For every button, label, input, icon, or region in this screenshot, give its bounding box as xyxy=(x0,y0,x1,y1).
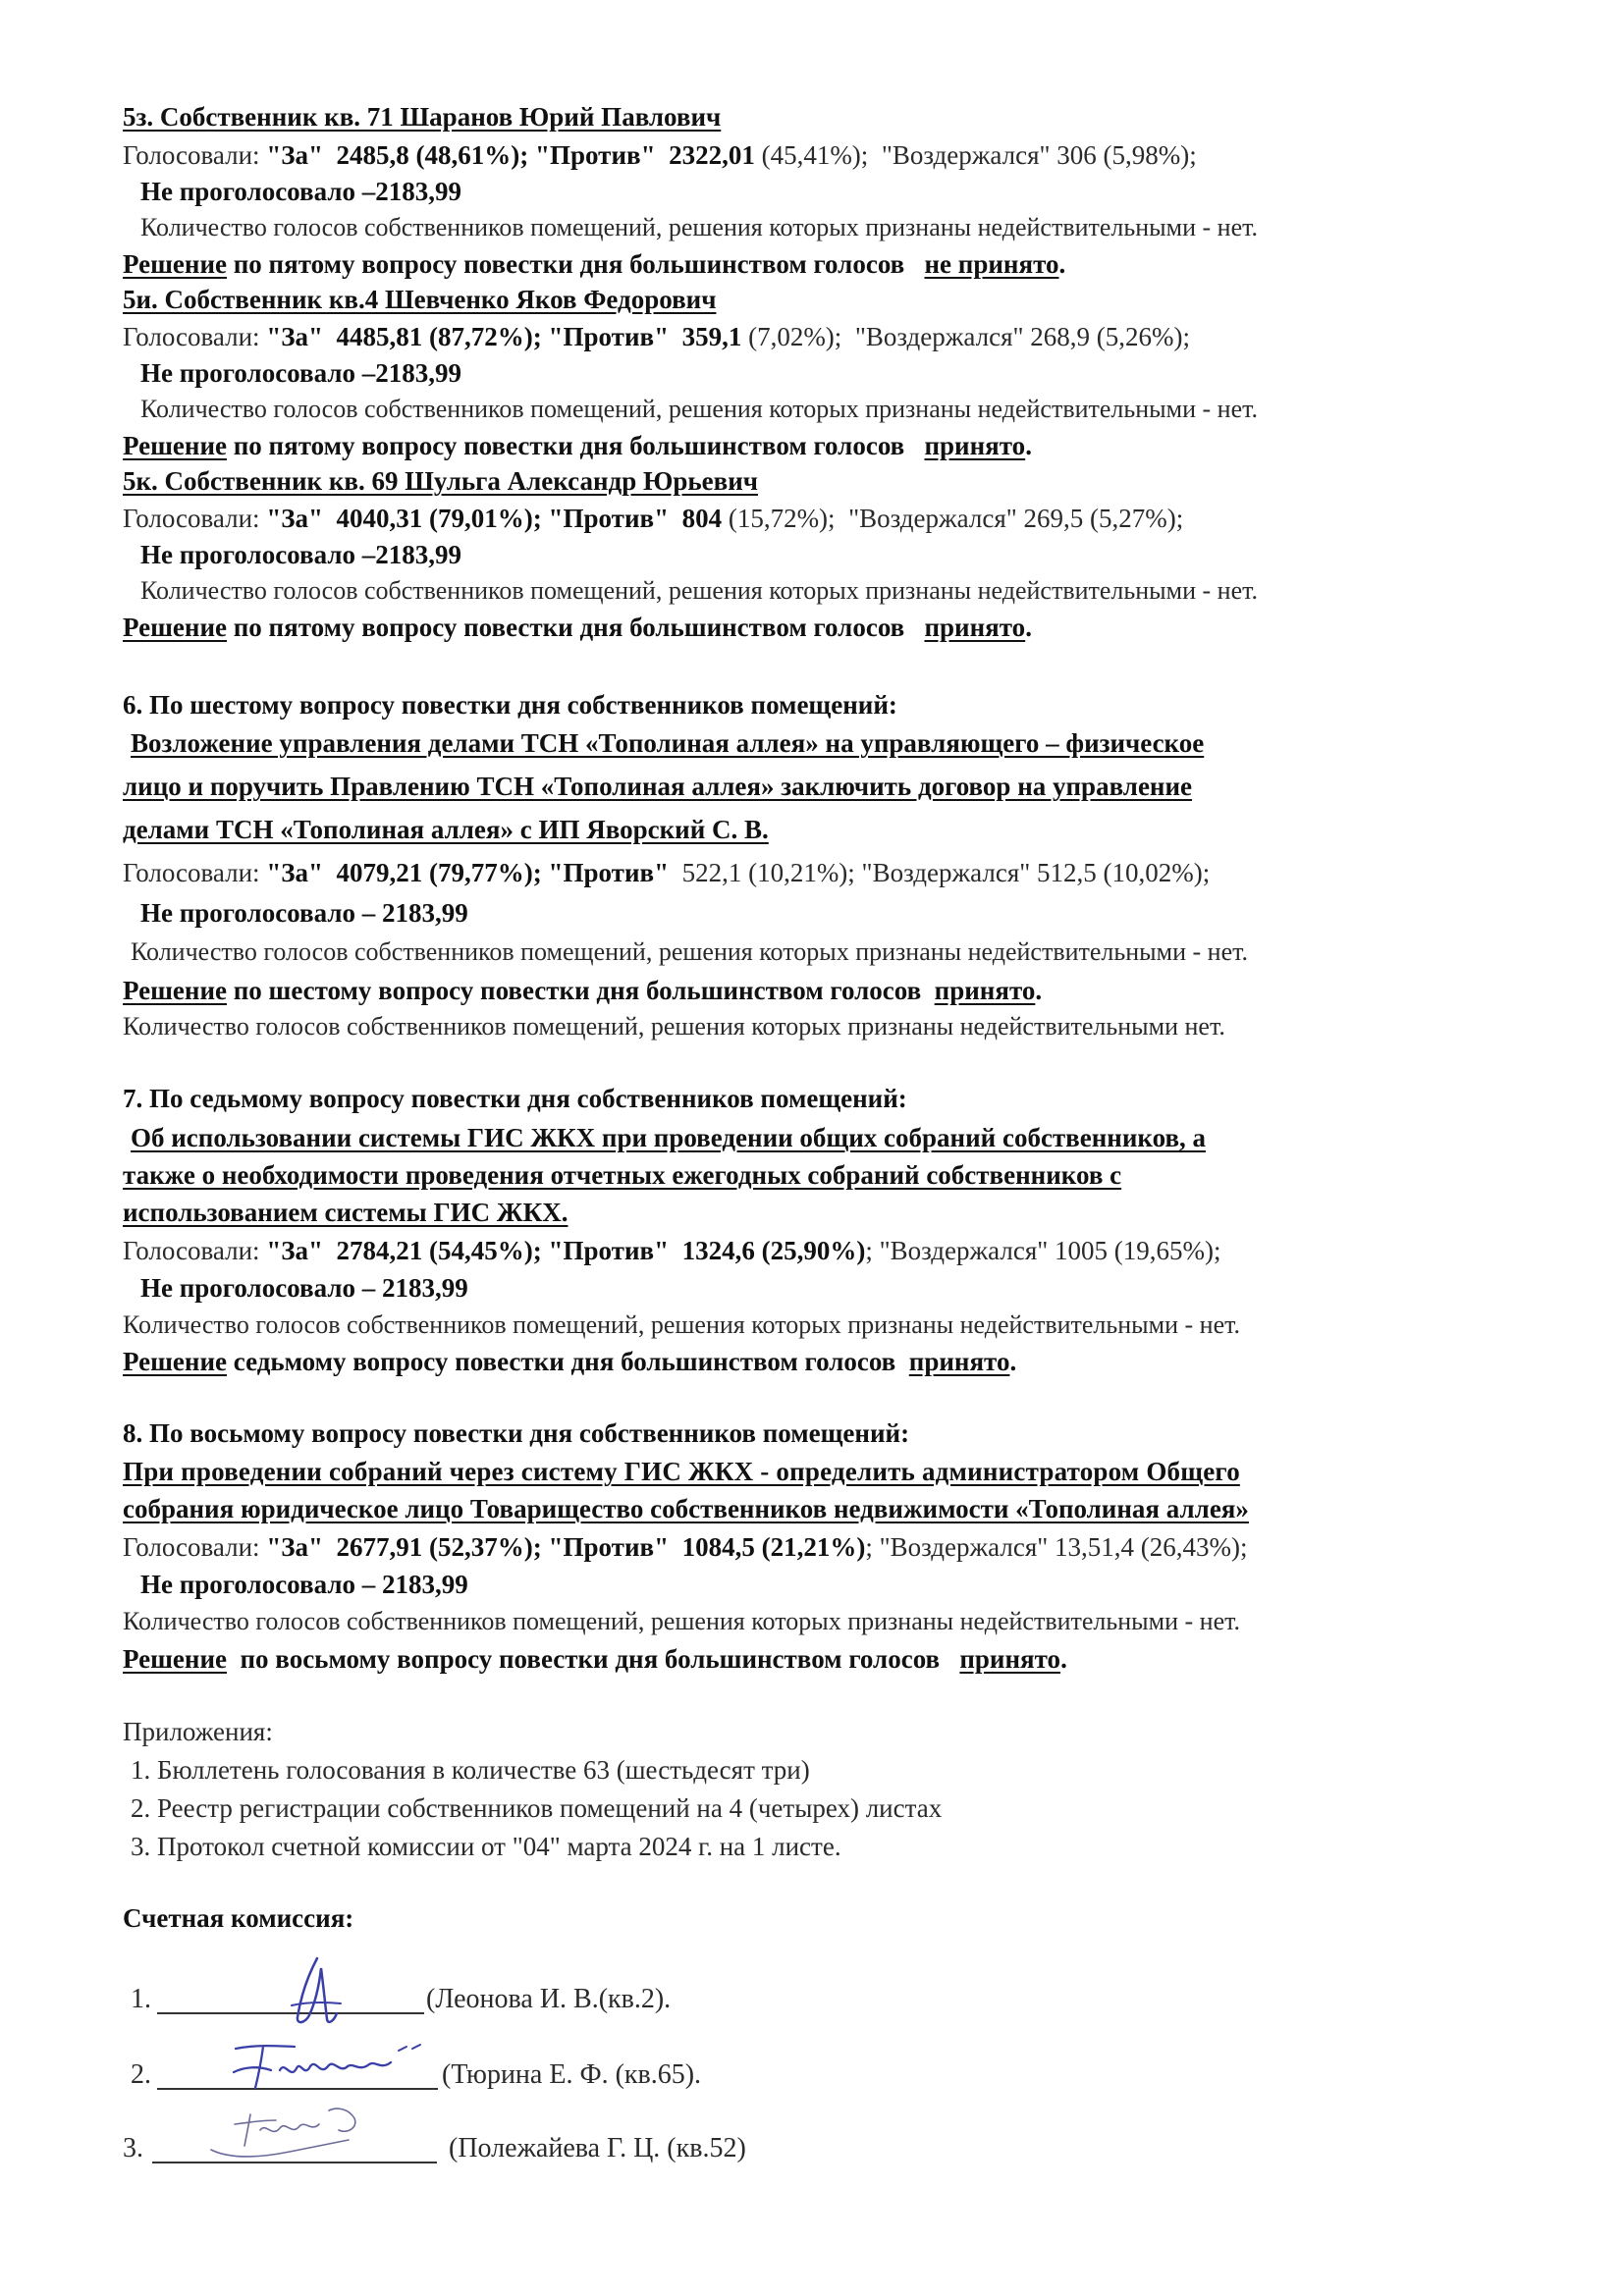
section-7-topic-line-1: Об использовании системы ГИС ЖКХ при проведении общих собраний собственников, а xyxy=(131,1123,1207,1152)
attachment-item-3: 3. Протокол счетной комиссии от "04" марта 2024 г. на 1 листе. xyxy=(131,1832,841,1861)
section-6-topic-line-2: лицо и поручить Правлению ТСН «Тополиная аллея» заключить договор на управление xyxy=(123,772,1193,801)
attachments-heading: Приложения: xyxy=(123,1717,273,1746)
section-7-topic-line-3: использованием системы ГИС ЖКХ. xyxy=(123,1198,568,1227)
section-8-invalid: Количество голосов собственников помещений, решения которых признаны недействительными - нет. xyxy=(123,1607,1241,1635)
section-8-votes: Голосовали: "За" 2677,91 (52,37%); "Против" 1084,5 (21,21%); "Воздержался" 13,51,4 (26,43%); xyxy=(123,1532,1248,1562)
attachment-item-2: 2. Реестр регистрации собственников помещений на 4 (четырех) листах xyxy=(131,1793,943,1823)
section-5z-title: 5з. Собственник кв. 71 Шаранов Юрий Павлович xyxy=(123,102,722,132)
commission-heading: Счетная комиссия: xyxy=(123,1903,354,1933)
section-5i-not-voted: Не проголосовало –2183,99 xyxy=(140,358,461,388)
section-8-decision: Решение по восьмому вопросу повестки дня большинством голосов принято. xyxy=(123,1644,1067,1674)
section-5z-invalid: Количество голосов собственников помещений, решения которых признаны недействительными - нет. xyxy=(140,213,1259,241)
section-5k-votes: Голосовали: "За" 4040,31 (79,01%); "Против" 804 (15,72%); "Воздержался" 269,5 (5,27%); xyxy=(123,504,1184,533)
section-7-invalid: Количество голосов собственников помещений, решения которых признаны недействительными - нет. xyxy=(123,1310,1241,1339)
section-7-not-voted: Не проголосовало – 2183,99 xyxy=(140,1273,468,1303)
section-5k-title: 5к. Собственник кв. 69 Шульга Александр Юрьевич xyxy=(123,466,758,496)
attachment-item-1: 1. Бюллетень голосования в количестве 63 (шестьдесят три) xyxy=(131,1755,810,1785)
commission-member-2-name: (Тюрина Е. Ф. (кв.65). xyxy=(442,2059,702,2090)
section-5z-not-voted: Не проголосовало –2183,99 xyxy=(140,177,461,206)
signature-3 xyxy=(191,2101,368,2169)
signature-2 xyxy=(226,2037,432,2096)
section-6-topic-line-3: делами ТСН «Тополиная аллея» с ИП Яворский С. В. xyxy=(123,815,769,844)
section-5k-decision: Решение по пятому вопросу повестки дня большинством голосов принято. xyxy=(123,613,1032,642)
commission-member-1-name: (Леонова И. В.(кв.2). xyxy=(426,1984,672,2014)
section-6-invalid: Количество голосов собственников помещений, решения которых признаны недействительными - нет. xyxy=(131,937,1249,966)
commission-member-2-number: 2. xyxy=(131,2059,151,2090)
section-8-topic-line-1: При проведении собраний через систему ГИС ЖКХ - определить администратором Общего xyxy=(123,1457,1240,1486)
section-7-decision: Решение седьмому вопросу повестки дня большинством голосов принято. xyxy=(123,1347,1017,1376)
section-6-decision: Решение по шестому вопросу повестки дня большинством голосов принято. xyxy=(123,976,1043,1005)
section-6-invalid-2: Количество голосов собственников помещений, решения которых признаны недействительными нет. xyxy=(123,1012,1225,1041)
section-7-votes: Голосовали: "За" 2784,21 (54,45%); "Против" 1324,6 (25,90%); "Воздержался" 1005 (19,65%); xyxy=(123,1236,1221,1265)
section-6-heading: 6. По шестому вопросу повестки дня собственников помещений: xyxy=(123,690,897,720)
section-8-heading: 8. По восьмому вопросу повестки дня собственников помещений: xyxy=(123,1418,910,1448)
commission-member-3-number: 3. xyxy=(123,2133,143,2163)
section-6-not-voted: Не проголосовало – 2183,99 xyxy=(140,898,468,928)
signature-1 xyxy=(280,1949,358,2032)
section-6-votes: Голосовали: "За" 4079,21 (79,77%); "Против" 522,1 (10,21%); "Воздержался" 512,5 (10,02%); xyxy=(123,858,1211,887)
section-8-not-voted: Не проголосовало – 2183,99 xyxy=(140,1570,468,1599)
section-5i-invalid: Количество голосов собственников помещений, решения которых признаны недействительными - нет. xyxy=(140,395,1259,423)
section-5i-votes: Голосовали: "За" 4485,81 (87,72%); "Против" 359,1 (7,02%); "Воздержался" 268,9 (5,26%); xyxy=(123,322,1190,351)
section-8-topic-line-2: собрания юридическое лицо Товарищество собственников недвижимости «Тополиная аллея» xyxy=(123,1494,1249,1523)
section-5k-not-voted: Не проголосовало –2183,99 xyxy=(140,540,461,569)
section-5z-decision: Решение по пятому вопросу повестки дня большинством голосов не принято. xyxy=(123,249,1066,279)
section-7-heading: 7. По седьмому вопросу повестки дня собственников помещений: xyxy=(123,1084,907,1113)
commission-member-3-name: (Полежайева Г. Ц. (кв.52) xyxy=(449,2133,746,2163)
section-6-topic-line-1: Возложение управления делами ТСН «Тополиная аллея» на управляющего – физическое xyxy=(131,728,1205,758)
section-5k-invalid: Количество голосов собственников помещений, решения которых признаны недействительными - нет. xyxy=(140,576,1259,605)
commission-member-1-number: 1. xyxy=(131,1984,151,2014)
section-7-topic-line-2: также о необходимости проведения отчетных ежегодных собраний собственников с xyxy=(123,1160,1122,1190)
section-5z-votes: Голосовали: "За" 2485,8 (48,61%); "Против" 2322,01 (45,41%); "Воздержался" 306 (5,98%); xyxy=(123,140,1197,170)
section-5i-decision: Решение по пятому вопросу повестки дня большинством голосов принято. xyxy=(123,431,1032,460)
section-5i-title: 5и. Собственник кв.4 Шевченко Яков Федорович xyxy=(123,285,717,314)
